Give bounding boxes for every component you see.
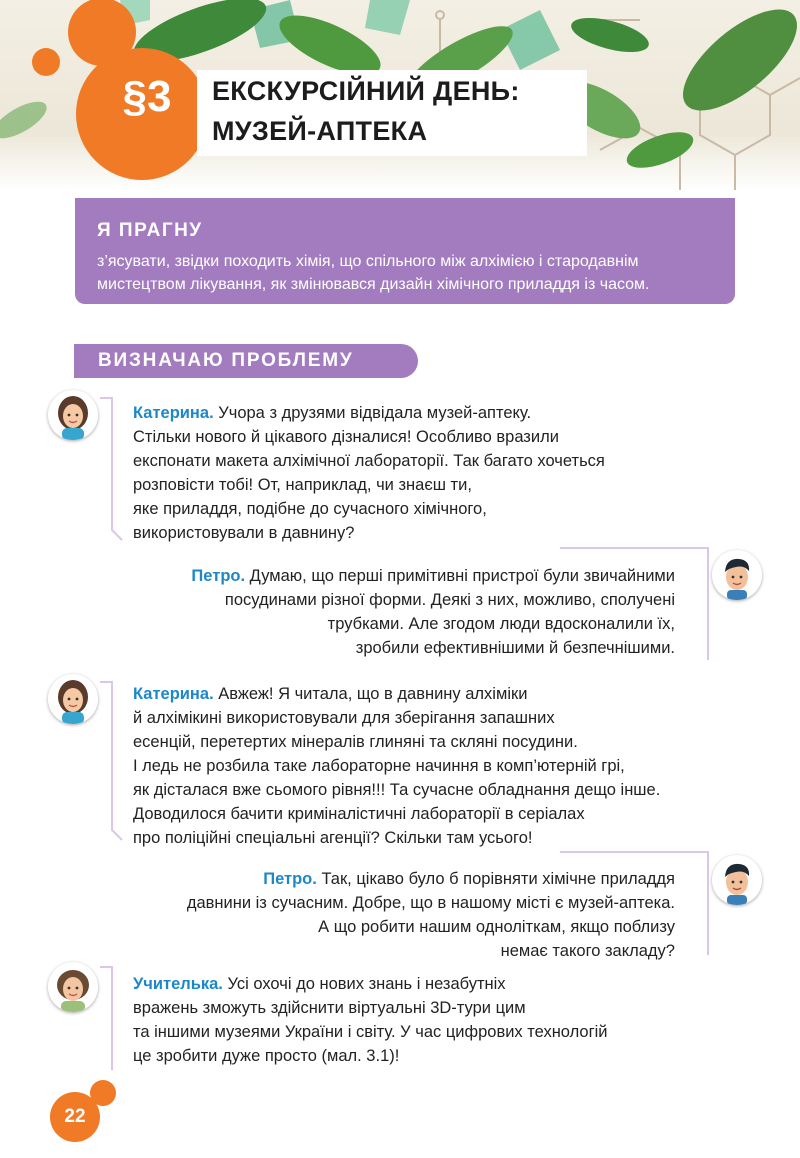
dialogue-line: немає такого закладу?	[500, 942, 675, 960]
goal-text-line: мистецтвом лікування, як змінювався дизайн хімічного приладдя із часом.	[97, 276, 650, 293]
dialogue-line: й алхімікині використовували для зберігання запашних	[133, 709, 555, 727]
dialogue-line: Учителька. Усі охочі до нових знань і незабутніх	[133, 975, 506, 993]
dialogue-line: І ледь не розбила таке лабораторне начиння в комп’ютерній грі,	[133, 757, 625, 775]
avatar-petro	[712, 550, 762, 600]
avatar-kateryna	[48, 674, 98, 724]
dialogue-line: трубками. Але згодом люди вдосконалили їх,	[327, 615, 675, 633]
dialogue-line: Стільки нового й цікавого дізналися! Особливо вразили	[133, 428, 559, 446]
dialogue-line: вражень зможуть здійснити віртуальні 3D-тури цим	[133, 999, 526, 1017]
goal-title: Я ПРАГНУ	[97, 220, 203, 241]
woman-icon	[48, 962, 98, 1012]
dialogue-line: Петро. Думаю, що перші примітивні пристрої були звичайними	[191, 567, 675, 585]
dialogue-line: про поліційні спеціальні агенції? Скільки там усього!	[133, 829, 533, 847]
problem-title: ВИЗНАЧАЮ ПРОБЛЕМУ	[98, 350, 354, 371]
speaker-name: Катерина.	[133, 685, 214, 703]
page-title-line-2: МУЗЕЙ-АПТЕКА	[212, 116, 428, 146]
speaker-name: Петро.	[263, 870, 317, 888]
dialogue-line: Петро. Так, цікаво було б порівняти хімічне приладдя	[263, 870, 675, 888]
girl-icon	[48, 674, 98, 724]
avatar-teacher	[48, 962, 98, 1012]
page-title-line-1: ЕКСКУРСІЙНИЙ ДЕНЬ:	[212, 76, 520, 106]
dialogue-line: посудинами різної форми. Деякі з них, можливо, сполучені	[224, 591, 675, 609]
dialogue-line: Катерина. Учора з друзями відвідала музей-аптеку.	[133, 404, 532, 422]
dialogue-line: як дісталася вже сьомого рівня!!! Та сучасне обладнання дещо інше.	[133, 781, 661, 799]
goal-text-line: з’ясувати, звідки походить хімія, що спільного між алхімією і стародавнім	[97, 253, 639, 270]
dialogue-line: есенцій, перетертих мінералів глиняні та скляні посудини.	[133, 733, 578, 751]
dialogue-line: зробили ефективнішими й безпечнішими.	[355, 639, 675, 657]
boy-icon	[712, 855, 762, 905]
speaker-name: Учителька.	[133, 975, 223, 993]
avatar-petro	[712, 855, 762, 905]
dialogue-line: використовували в давнину?	[133, 524, 355, 542]
dialogue-line: Доводилося бачити криміналістичні лабораторії в серіалах	[133, 805, 585, 823]
dialogue-line: розповісти тобі! От, наприклад, чи знаєш ти,	[133, 476, 472, 494]
speaker-name: Катерина.	[133, 404, 214, 422]
dialogue-line: Катерина. Авжеж! Я читала, що в давнину алхіміки	[133, 685, 528, 703]
dialogue-line: це зробити дуже просто (мал. 3.1)!	[133, 1047, 400, 1065]
avatar-kateryna	[48, 390, 98, 440]
dialogue-line: яке приладдя, подібне до сучасного хімічного,	[133, 500, 487, 518]
girl-icon	[48, 390, 98, 440]
boy-icon	[712, 550, 762, 600]
dialogue-line: та іншими музеями України і світу. У час цифрових технологій	[133, 1023, 608, 1041]
dialogue-line: давнини із сучасним. Добре, що в нашому місті є музей-аптека.	[186, 894, 675, 912]
section-number: §3	[122, 72, 172, 121]
page-number: 22	[50, 1092, 100, 1142]
dialogue-line: експонати макета алхімічної лабораторії. Так багато хочеться	[133, 452, 605, 470]
dialogue-line: А що робити нашим одноліткам, якщо поблизу	[318, 918, 675, 936]
speaker-name: Петро.	[191, 567, 246, 585]
